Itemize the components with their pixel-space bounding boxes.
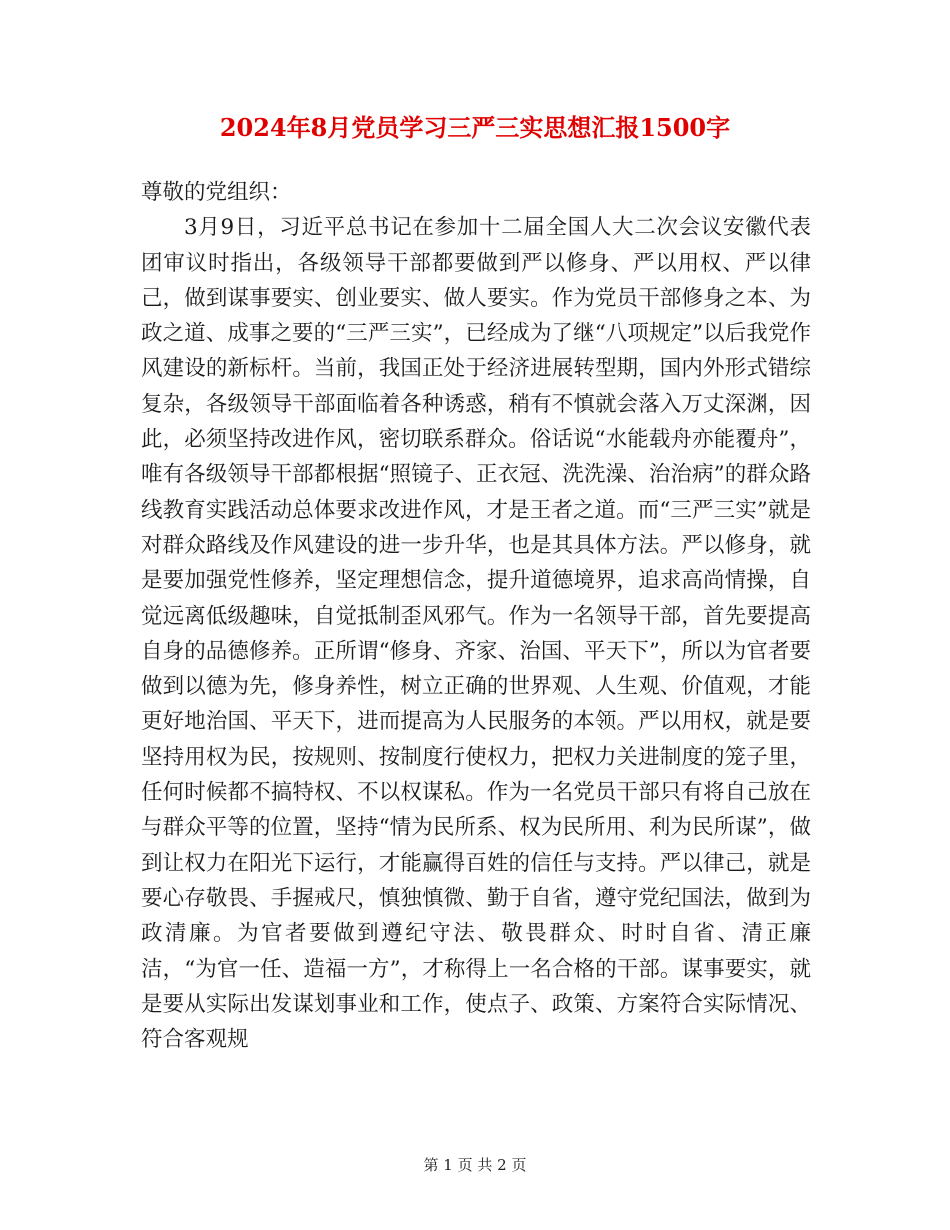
salutation: 尊敬的党组织：: [141, 180, 292, 205]
body-paragraph: 3月9日，习近平总书记在参加十二届全国人大二次会议安徽代表团审议时指出，各级领导干部都要做到严以修身、严以用权、严以律己，做到谋事要实、创业要实、做人要实。作为党员干部修身之本、为政之道、成事之要的“三严三实”，已经成为了继“八项规定”以后我党作风建设的新标杆。当前，我国正处于经济进展转型期，国内外形式错综复杂，各级领导干部面临着各种诱惑，稍有不慎就会落入万丈深渊，因此，必须坚持改进作风，密切联系群众。俗话说“水能载舟亦能覆舟”，唯有各级领导干部都根据“照镜子、正衣冠、洗洗澡、治治病”的群众路线教育实践活动总体要求改进作风，才是王者之道。而“三严三实”就是对群众路线及作风建设的进一步升华，也是其具体方法。严以修身，就是要加强党性修养，坚定理想信念，提升道德境界，追求高尚情操，自觉远离低级趣味，自觉抵制歪风邪气。作为一名领导干部，首先要提高自身的品德修养。正所谓“修身、齐家、治国、平天下”，所以为官者要做到以德为先，修身养性，树立正确的世界观、人生观、价值观，才能更好地治国、平天下，进而提高为人民服务的本领。严以用权，就是要坚持用权为民，按规则、按制度行使权力，把权力关进制度的笼子里，任何时候都不搞特权、不以权谋私。作为一名党员干部只有将自己放在与群众平等的位置，坚持“情为民所系、权为民所用、利为民所谋”，做到让权力在阳光下运行，才能赢得百姓的信任与支持。严以律己，就是要心存敬畏、手握戒尺，慎独慎微、勤于自省，遵守党纪国法，做到为政清廉。为官者要做到遵纪守法、敬畏群众、时时自省、清正廉洁，“为官一任、造福一方”，才称得上一名合格的干部。谋事要实，就是要从实际出发谋划事业和工作，使点子、政策、方案符合实际情况、符合客观规: [141, 215, 811, 1053]
document-body: [141, 175, 811, 1057]
document-title: 2024年8月党员学习三严三实思想汇报1500字: [219, 113, 731, 142]
page-footer: 第 1 页 共 2 页: [423, 1156, 527, 1174]
